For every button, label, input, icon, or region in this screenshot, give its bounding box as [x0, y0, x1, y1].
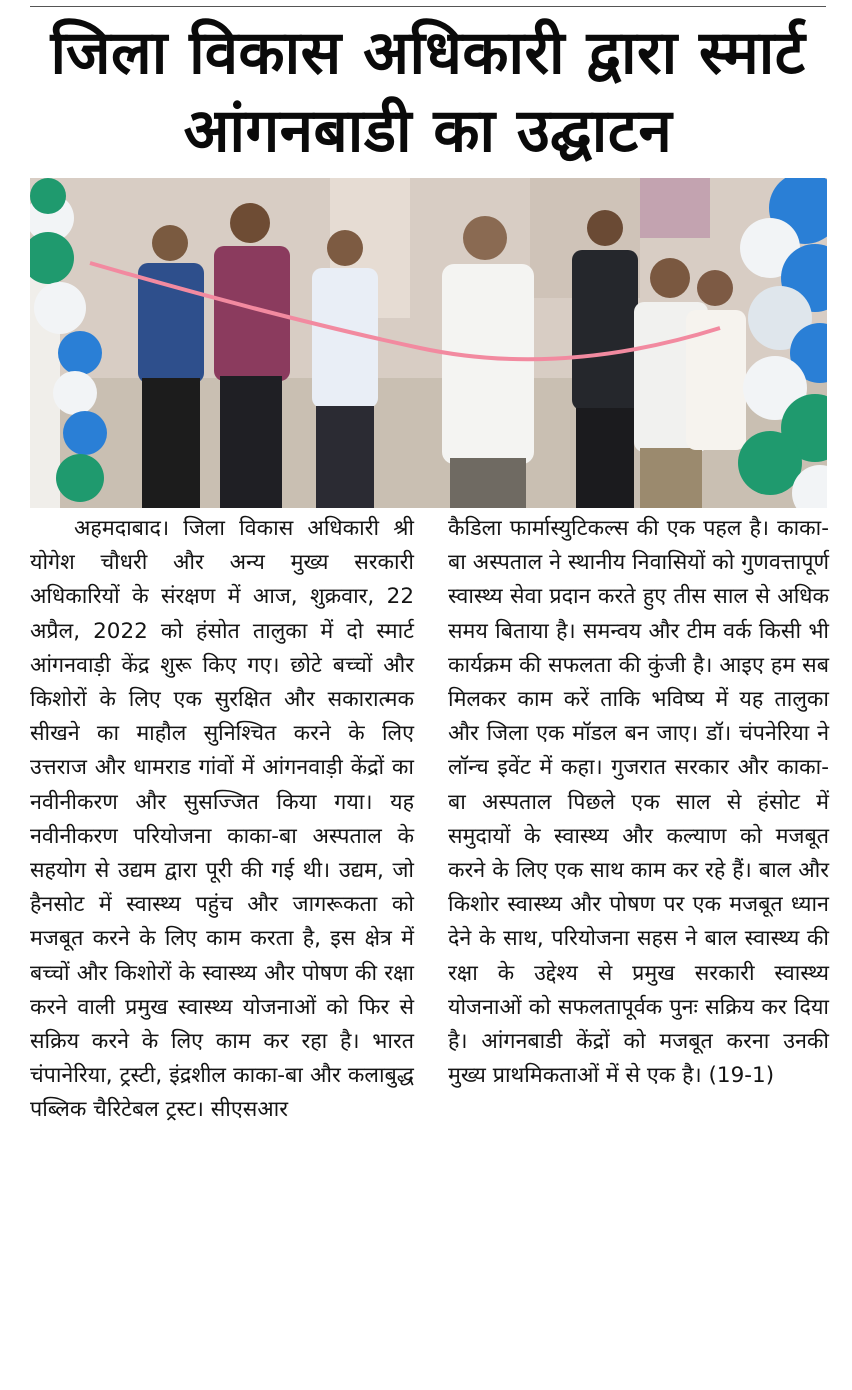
- article-column-2-text: कैडिला फार्मास्युटिकल्स की एक पहल है। काका-बा अस्पताल ने स्थानीय निवासियों को गुणवत्तापूर्ण स्वास्थ्य सेवा प्रदान करते हुए तीस साल से अधिक समय बिताया है। समन्वय और टीम वर्क किसी भी कार्यक्रम की सफलता की कुंजी है। आइए हम सब मिलकर काम करें ताकि भविष्य में यह तालुका और जिला एक मॉडल बन जाए। डॉ। चंपनेरिया ने लॉन्च इवेंट में कहा। गुजरात सरकार और काका-बा अस्पताल पिछले एक साल से हंसोट में समुदायों के स्वास्थ्य और कल्याण को मजबूत करने के लिए एक साथ काम कर रहे हैं। बाल और किशोर स्वास्थ्य और पोषण पर एक मजबूत ध्यान देने के साथ, परियोजना सहस ने बाल स्वास्थ्य की रक्षा के उद्देश्य से प्रमुख सरकारी स्वास्थ्य योजनाओं को सफलतापूर्वक पुनः सक्रिय कर दिया है। आंगनबाडी केंद्रों को मजबूत करना उनकी मुख्य प्राथमिकताओं में से एक है। (19-1): [448, 516, 829, 1089]
- article-column-1-text: अहमदाबाद। जिला विकास अधिकारी श्री योगेश चौधरी और अन्य मुख्य सरकारी अधिकारियों के संरक्षण में आज, शुक्रवार, 22 अप्रैल, 2022 को हंसोत तालुका में दो स्मार्ट आंगनवाड़ी केंद्र शुरू किए गए। छोटे बच्चों और किशोरों के लिए एक सुरक्षित और सकारात्मक सीखने का माहौल सुनिश्चित करने के लिए उत्तराज और धामराड गांवों में आंगनवाड़ी केंद्रों का नवीनीकरण और सुसज्जित किया गया। यह नवीनीकरण परियोजना काका-बा अस्पताल के सहयोग से उद्यम द्वारा पूरी की गई थी। उद्यम, जो हैनसोट में स्वास्थ्य पहुंच और जागरूकता को मजबूत करने के लिए काम करता है, इस क्षेत्र में बच्चों और किशोरों के स्वास्थ्य और पोषण की रक्षा करने वाली प्रमुख स्वास्थ्य योजनाओं को फिर से सक्रिय करने के लिए काम कर रहा है। भारत चंपानेरिया, ट्रस्टी, इंद्रशील काका-बा और कलाबुद्ध पब्लिक चैरिटेबल ट्रस्ट। सीएसआर: [30, 516, 414, 1123]
- headline-line-1: जिला विकास अधिकारी द्वारा स्मार्ट: [50, 18, 806, 88]
- photo-pink-wall: [640, 178, 710, 238]
- ribbon-cutting-photo: [30, 178, 827, 508]
- top-rule: [30, 6, 826, 7]
- article-paragraph-2: [448, 512, 829, 1093]
- news-photo: [30, 178, 827, 508]
- article-paragraph-1: [30, 512, 414, 1128]
- person-1: [138, 225, 204, 508]
- headline-line-2: आंगनबाडी का उद्घाटन: [183, 96, 673, 166]
- article-column-2: [448, 512, 829, 1093]
- person-5: [572, 210, 638, 508]
- person-3: [312, 230, 378, 508]
- person-2: [214, 203, 290, 508]
- article-column-1: [30, 512, 414, 1128]
- headline: [30, 14, 826, 174]
